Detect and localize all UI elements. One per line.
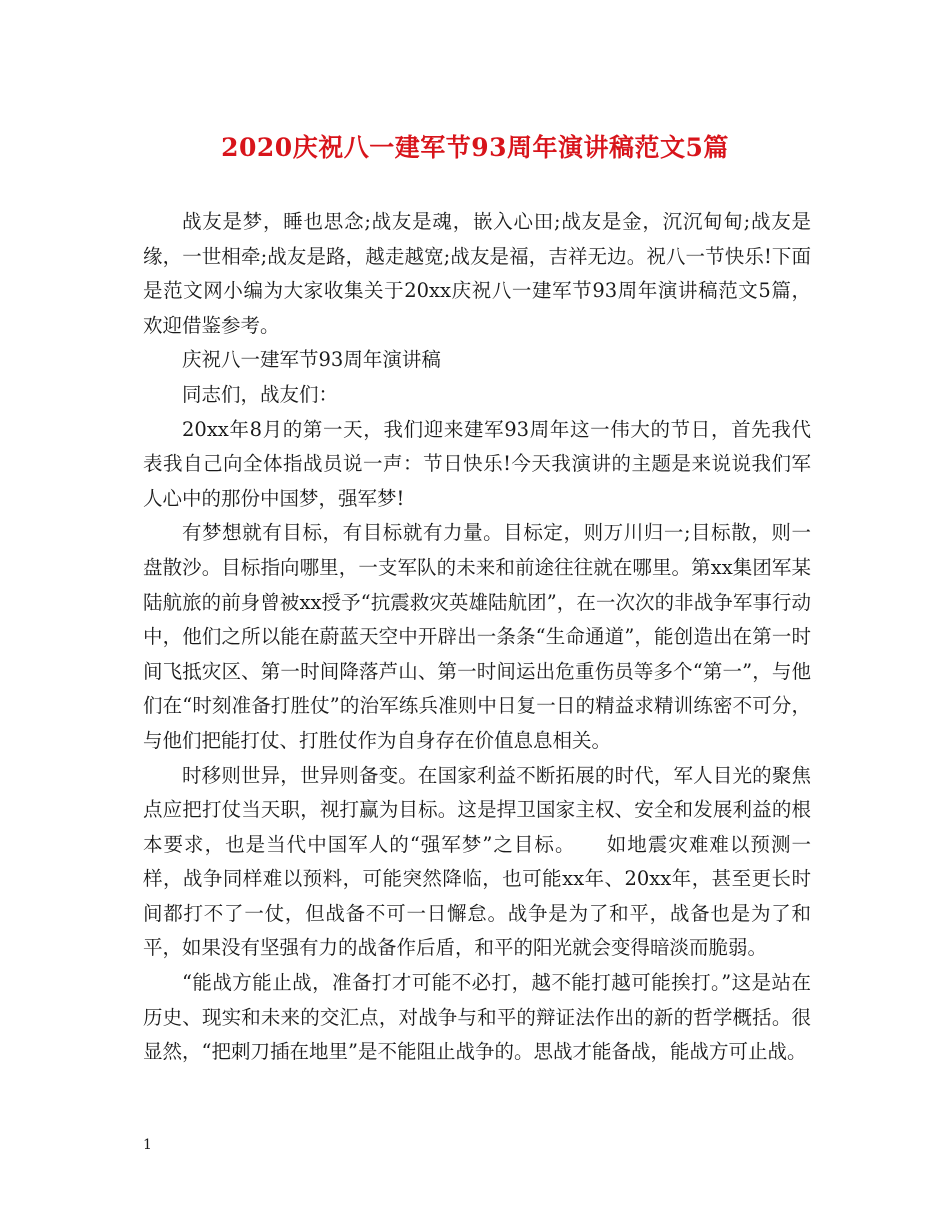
page-number: 1 — [143, 1137, 152, 1153]
paragraph-1: 20xx年8月的第一天，我们迎来建军93周年这一伟大的节日，首先我代表我自己向全体指战员说一声：节日快乐!今天我演讲的主题是来说说我们军人心中的那份中国梦，强军梦! — [143, 417, 811, 510]
paragraph-intro: 战友是梦，睡也思念;战友是魂，嵌入心田;战友是金，沉沉甸甸;战友是缘，一世相牵;战友是路，越走越宽;战友是福，吉祥无边。祝八一节快乐!下面是范文网小编为大家收集关于20xx庆祝八一建军节93周年演讲稿范文5篇，欢迎借鉴参考。 — [143, 210, 811, 337]
paragraph-2: 有梦想就有目标，有目标就有力量。目标定，则万川归一;目标散，则一盘散沙。目标指向哪里，一支军队的未来和前途往往就在哪里。第xx集团军某陆航旅的前身曾被xx授予“抗震救灾英雄陆航团”，在一次次的非战争军事行动中，他们之所以能在蔚蓝天空中开辟出一条条“生命通道”，能创造出在第一时间飞抵灾区、第一时间降落芦山、第一时间运出危重伤员等多个“第一”，与他们在“时刻准备打胜仗”的治军练兵准则中日复一日的精益求精训练密不可分，与他们把能打仗、打胜仗作为自身存在价值息息相关。 — [143, 521, 811, 752]
paragraph-4: “能战方能止战，准备打才可能不必打，越不能打越可能挨打。”这是站在历史、现实和未来的交汇点，对战争与和平的辩证法作出的新的哲学概括。很显然，“把刺刀插在地里”是不能阻止战争的。思战才能备战，能战方可止战。 — [143, 971, 811, 1064]
paragraph-3: 时移则世异，世异则备变。在国家利益不断拓展的时代，军人目光的聚焦点应把打仗当天职，视打赢为目标。这是捍卫国家主权、安全和发展利益的根本要求，也是当代中国军人的“强军梦”之目标。 如地震灾难难以预测一样，战争同样难以预料，可能突然降临，也可能xx年、20xx年，甚至更长时间都打不了一仗，但战备不可一日懈怠。战争是为了和平，战备也是为了和平，如果没有坚强有力的战备作后盾，和平的阳光就会变得暗淡而脆弱。 — [143, 763, 811, 960]
paragraph-speech-heading: 庆祝八一建军节93周年演讲稿 — [182, 348, 441, 372]
document-title: 2020庆祝八一建军节93周年演讲稿范文5篇 — [221, 133, 729, 162]
document-body — [143, 205, 811, 1070]
paragraph-salutation: 同志们，战友们： — [182, 382, 339, 406]
